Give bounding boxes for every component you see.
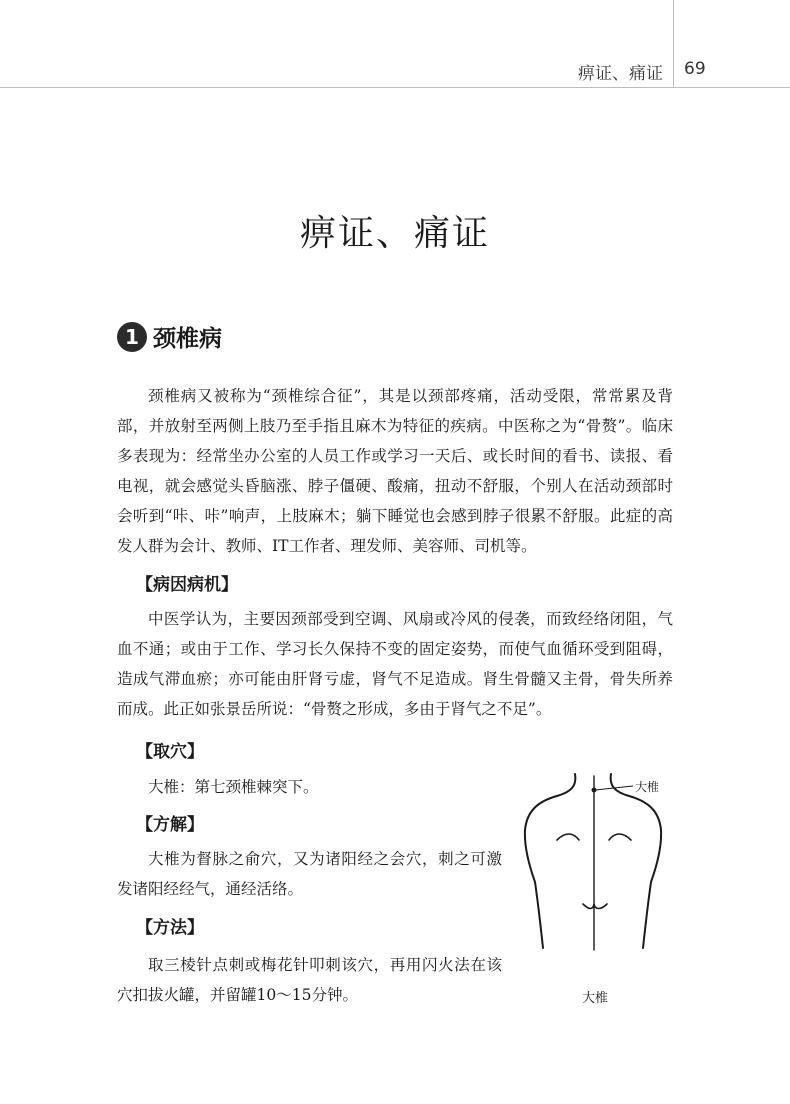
cause-heading: 【病因病机】 — [136, 575, 238, 595]
header-divider — [673, 0, 674, 88]
header-rule — [0, 87, 790, 88]
point-paragraph: 大椎：第七颈椎棘突下。 — [148, 778, 319, 796]
section-title: 颈椎病 — [153, 326, 222, 352]
explain-paragraph: 大椎为督脉之俞穴，又为诸阳经之会穴，刺之可激发诸阳经经气，通经活络。 — [117, 850, 502, 898]
back-acupoint-figure — [515, 770, 675, 1010]
cause-paragraph: 中医学认为，主要因颈部受到空调、风扇或冷风的侵袭，而致经络闭阻，气血不通；或由于工作、学习长久保持不变的固定姿势，而使气血循环受到阻碍，造成气滞血瘀；亦可能由肝肾亏虚，肾气不足造成。肾生骨髓又主骨，骨失所养而成。此正如张景岳所说：“骨赘之形成，多由于肾气之不足”。 — [117, 610, 673, 718]
chapter-title: 痹证、痛证 — [299, 213, 490, 254]
method-paragraph: 取三棱针点刺或梅花针叩刺该穴，再用闪火法在该穴扣拔火罐，并留罐10～15分钟。 — [117, 956, 502, 1004]
section-number-badge: 1 — [117, 322, 147, 352]
point-heading: 【取穴】 — [136, 742, 204, 762]
page-number: 69 — [684, 59, 706, 79]
dazhui-point-label: 大椎 — [635, 780, 660, 794]
section-heading — [117, 320, 222, 353]
running-title: 痹证、痛证 — [578, 64, 663, 84]
back-outline-illustration — [515, 770, 675, 985]
method-heading: 【方法】 — [136, 918, 204, 938]
explain-heading: 【方解】 — [136, 815, 204, 835]
figure-caption: 大椎 — [581, 991, 608, 1006]
intro-paragraph: 颈椎病又被称为“颈椎综合征”，其是以颈部疼痛，活动受限，常常累及背部，并放射至两侧上肢乃至手指且麻木为特征的疾病。中医称之为“骨赘”。临床多表现为：经常坐办公室的人员工作或学习一天后、或长时间的看书、读报、看电视，就会感觉头昏脑涨、脖子僵硬、酸痛，扭动不舒服，个别人在活动颈部时会听到“咔、咔”响声，上肢麻木；躺下睡觉也会感到脖子很累不舒服。此症的高发人群为会计、教师、IT工作者、理发师、美容师、司机等。 — [117, 387, 673, 555]
